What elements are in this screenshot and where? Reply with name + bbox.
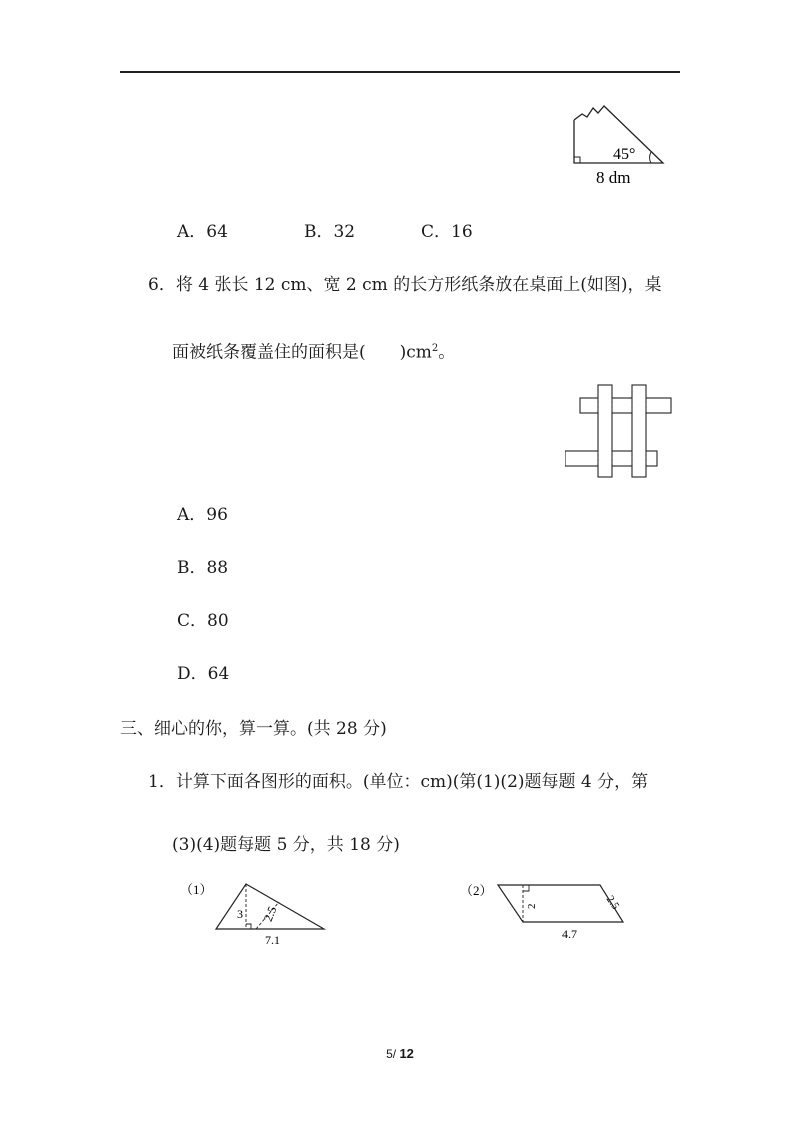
q6-option-c: C．80 bbox=[177, 611, 229, 631]
figure1-base-label: 7.1 bbox=[265, 933, 280, 947]
q5-option-c: C．16 bbox=[421, 222, 473, 242]
figure2-base-label: 4.7 bbox=[562, 927, 577, 941]
trapezoid-figure bbox=[560, 100, 680, 192]
figure2-height-label: 2 bbox=[526, 903, 538, 909]
page-number: 5/ 12 bbox=[386, 1046, 414, 1061]
figure1-slant-label: 2.5 bbox=[260, 904, 280, 924]
section3-q1-line2: (3)(4)题每题 5 分，共 18 分) bbox=[172, 835, 400, 855]
paper-strips-figure bbox=[565, 380, 675, 480]
q5-option-a: A．64 bbox=[177, 222, 228, 242]
figure2-label: （2） bbox=[460, 883, 493, 898]
q6-option-b: B．88 bbox=[177, 558, 229, 578]
q6-option-d: D．64 bbox=[177, 664, 230, 684]
section3-q1-line1: 1．计算下面各图形的面积。(单位：cm)(第(1)(2)题每题 4 分，第 bbox=[148, 772, 649, 792]
q6-option-a: A．96 bbox=[177, 505, 228, 525]
figure1-label: （1） bbox=[180, 882, 213, 897]
base-label: 8 dm bbox=[596, 168, 631, 187]
section3-heading: 三、细心的你，算一算。(共 28 分) bbox=[120, 719, 387, 739]
angle-label: 45° bbox=[613, 146, 636, 163]
triangle-figure bbox=[180, 878, 340, 950]
q6-text-line2: 面被纸条覆盖住的面积是( )$cm^2$。 bbox=[172, 342, 456, 363]
parallelogram-figure bbox=[460, 878, 640, 950]
q5-option-b: B．32 bbox=[304, 222, 356, 242]
figure1-height-label: 3 bbox=[237, 907, 243, 921]
figure2-side-label: 2.5 bbox=[603, 893, 622, 912]
q6-text-line1: 6．将 4 张长 12 cm、宽 2 cm 的长方形纸条放在桌面上(如图)，桌 bbox=[148, 275, 662, 295]
header-rule bbox=[120, 71, 680, 73]
